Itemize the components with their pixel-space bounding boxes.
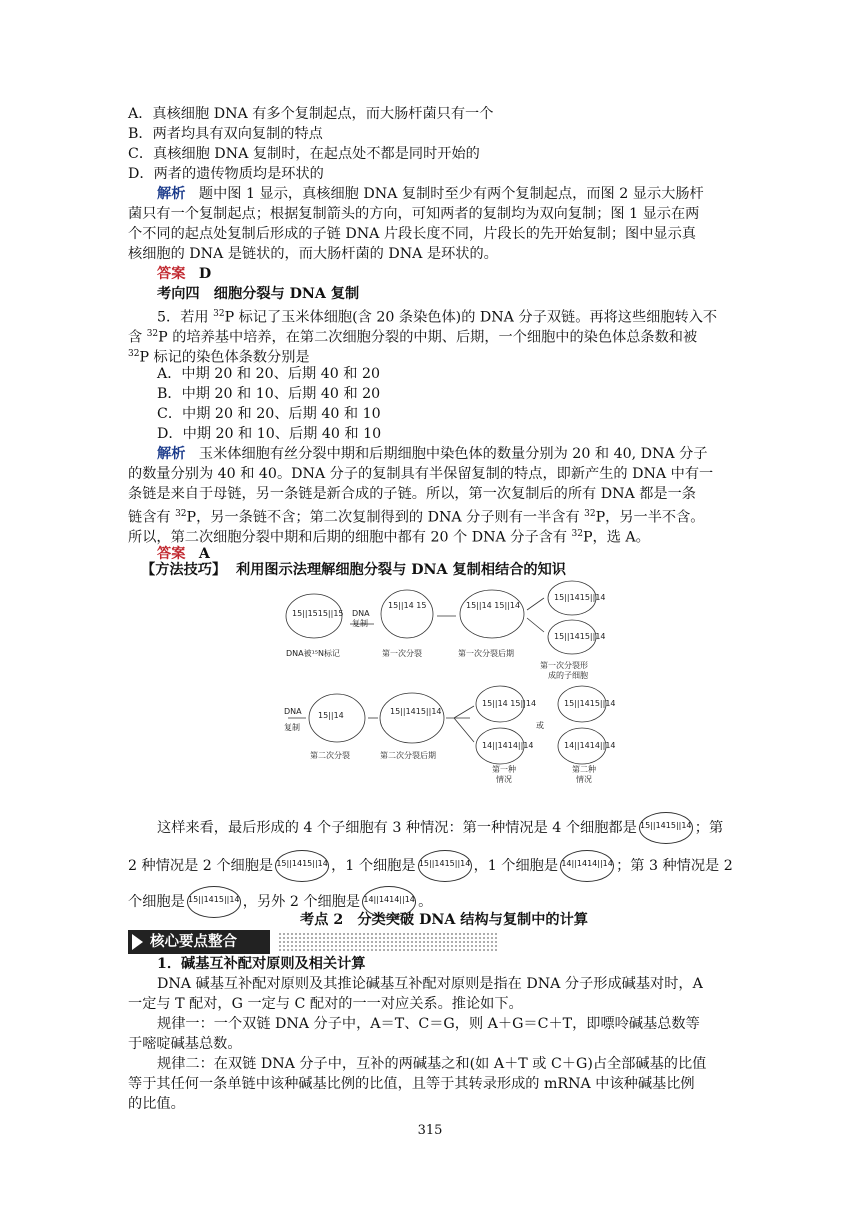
caption-case1: 第一种 <box>492 765 516 774</box>
method-tip-label: 【方法技巧】 <box>141 562 227 578</box>
answer-value: D <box>198 266 212 282</box>
caption-daughter: 第一次分裂形 <box>540 661 588 670</box>
option-a: A．真核细胞 DNA 有多个复制起点，而大肠杆菌只有一个 <box>128 106 494 122</box>
summary-text: ，另外 2 个细胞是 <box>242 894 361 910</box>
caption-case1b: 情况 <box>496 775 512 784</box>
s1-line3: 规律一：一个双链 DNA 分子中，A＝T、C＝G，则 A＋G＝C＋T，即嘌呤碱基总数等 <box>157 1016 700 1032</box>
cell-label-second-anaphase: 15||1415||14 <box>390 707 442 716</box>
q5-option-b: B．中期 20 和 10、后期 40 和 20 <box>157 386 381 402</box>
a2-text-a: 链含有 <box>128 509 176 526</box>
s1-line1: DNA 碱基互补配对原则及其推论碱基互补配对原则是指在 DNA 分子形成碱基对时，A <box>157 976 703 992</box>
analysis-text: 玉米体细胞有丝分裂中期和后期细胞中染色体的数量分别为 20 和 40, DNA 分子 <box>198 446 708 462</box>
s1-line5: 规律二：在双链 DNA 分子中，互补的两碱基之和(如 A＋T 或 C＋G)占全部碱基的比值 <box>157 1056 707 1072</box>
or-label: 或 <box>536 721 544 730</box>
q5-text-c: 含 <box>128 329 147 346</box>
summary-text: ，1 个细胞是 <box>473 858 559 874</box>
inline-cell <box>187 886 241 918</box>
analysis-text: 题中图 1 显示，真核细胞 DNA 复制时至少有两个复制起点，而图 2 显示大肠杆 <box>198 186 704 202</box>
cell-label-case1-1: 15||14 15||14 <box>482 699 537 708</box>
inline-cell <box>639 812 693 844</box>
section-dots <box>278 932 498 952</box>
inline-cell-label: 15||1415||14 <box>418 859 471 868</box>
inline-cell <box>418 850 472 882</box>
section-arrow-icon <box>132 934 143 950</box>
analysis-2-line2: 的数量分别为 40 和 40。DNA 分子的复制具有半保留复制的特点，即新产生的 DNA 中有一 <box>128 466 714 482</box>
inline-cell-label: 15||1415||14 <box>276 859 328 868</box>
q5-sup: 32 <box>146 329 159 339</box>
answer-value: A <box>198 546 210 562</box>
summary-text: 。 <box>418 894 433 910</box>
a2-text-c: P，另一半不含。 <box>595 509 705 526</box>
option-b: B．两者均具有双向复制的特点 <box>128 126 323 142</box>
section-box-label: 核心要点整合 <box>150 934 237 950</box>
q5-sup: 32 <box>213 309 225 319</box>
answer-label: 答案 <box>157 546 186 562</box>
q5-sup: 32 <box>571 529 583 539</box>
page-number: 315 <box>417 1123 443 1138</box>
q5-option-d: D．中期 20 和 10、后期 40 和 10 <box>157 426 382 442</box>
q5-text-e: P 标记的染色体条数分别是 <box>139 349 310 366</box>
q5-option-c: C．中期 20 和 20、后期 40 和 10 <box>157 406 381 422</box>
caption-case2b: 情况 <box>576 775 592 784</box>
method-tip <box>141 560 751 580</box>
arrow-label-2b: 复制 <box>284 723 300 732</box>
caption-first-division: 第一次分裂 <box>382 649 422 658</box>
option-c: C．真核细胞 DNA 复制时，在起点处不都是同时开始的 <box>128 146 480 162</box>
caption-second-division: 第二次分裂 <box>310 751 350 760</box>
s1-line2: 一定与 T 配对，G 一定与 C 配对的一一对应关系。推论如下。 <box>128 996 523 1012</box>
q5-sup: 32 <box>175 509 187 519</box>
cell-label-daughter-2: 15||1415||14 <box>554 632 606 641</box>
q5-option-a: A．中期 20 和 20、后期 40 和 20 <box>157 366 381 382</box>
summary-text: ，1 个细胞是 <box>331 858 416 874</box>
inline-cell-label: 15||1415||14 <box>188 895 240 904</box>
analysis-2-line3: 条链是来自于母链，另一条链是新合成的子链。所以，第一次复制后的所有 DNA 都是一条 <box>128 486 696 502</box>
caption-parent: DNA被¹⁵N标记 <box>286 649 341 658</box>
cell-label-case2-2: 14||1414||14 <box>564 741 616 750</box>
arrow-label-1: DNA <box>352 609 370 618</box>
arrow-label-2: DNA <box>284 707 302 716</box>
analysis-1-line3: 个不同的起点处复制后形成的子链 DNA 片段长度不同，片段长的先开始复制；图中显示真 <box>128 226 696 242</box>
q5-text-d: P 的培养基中培养，在第二次细胞分裂的中期、后期，一个细胞中的染色体总条数和被 <box>158 329 698 346</box>
inline-cell <box>560 850 614 882</box>
summary-line2 <box>128 850 738 882</box>
analysis-2-line1 <box>157 444 767 464</box>
cell-second-anaphase <box>380 693 444 743</box>
cell-label-parent: 15||1515||15 <box>292 609 344 618</box>
topic-heading: 考向四 细胞分裂与 DNA 复制 <box>157 286 360 302</box>
a2-text-b: P，另一条链不含；第二次复制得到的 DNA 分子则有一半含有 <box>186 509 585 526</box>
analysis-1-line4: 核细胞的 DNA 是链状的，而大肠杆菌的 DNA 是环状的。 <box>128 246 498 262</box>
analysis-1-line2: 菌只有一个复制起点；根据复制箭头的方向，可知两者的复制均为双向复制；图 1 显示在两 <box>128 206 700 222</box>
s1-line4: 于嘧啶碱基总数。 <box>128 1036 242 1052</box>
cell-label-daughter-1: 15||1415||14 <box>554 593 606 602</box>
cell-label-case1-2: 14||1414||14 <box>482 741 534 750</box>
summary-text: ；第 3 种情况是 2 <box>616 858 733 874</box>
s1-line7: 的比值。 <box>128 1096 185 1112</box>
cell-first-anaphase <box>460 590 524 638</box>
a2-text-d: 所以，第二次细胞分裂中期和后期的细胞中都有 20 个 DNA 分子含有 <box>128 529 572 546</box>
summary-line1 <box>157 812 767 844</box>
summary-text: 2 种情况是 2 个细胞是 <box>128 858 274 874</box>
caption-first-anaphase: 第一次分裂后期 <box>458 649 514 658</box>
caption-daughter-b: 成的子细胞 <box>548 671 588 680</box>
inline-cell-label: 15||1415||14 <box>640 821 692 830</box>
arrow-label-1b: 复制 <box>352 619 368 628</box>
q5-sup: 32 <box>584 509 596 519</box>
method-tip-title: 利用图示法理解细胞分裂与 DNA 复制相结合的知识 <box>236 562 566 578</box>
analysis-1-line1 <box>157 184 767 204</box>
inline-cell-label: 14||1414||14 <box>561 859 613 868</box>
analysis-label: 解析 <box>157 186 186 202</box>
inline-cell <box>275 850 329 882</box>
summary-text: 个细胞是 <box>128 894 185 910</box>
summary-text: 这样来看，最后形成的 4 个子细胞有 3 种情况：第一种情况是 4 个细胞都是 <box>157 820 637 836</box>
q5-text-b: P 标记了玉米体细胞(含 20 条染色体)的 DNA 分子双链。再将这些细胞转入不 <box>224 309 718 326</box>
cell-label-second: 15||14 <box>318 711 344 720</box>
answer-label: 答案 <box>157 266 186 282</box>
inline-cell-label: 14||1414||14 <box>363 895 415 904</box>
dna-replication-diagram <box>282 580 622 785</box>
q5-sup: 32 <box>128 349 140 359</box>
cell-first-division <box>381 590 433 638</box>
section-header <box>128 930 498 954</box>
summary-text: ；第 <box>694 820 724 836</box>
a2-text-e: P，选 A。 <box>582 529 650 546</box>
kaodian-heading: 考点 2 分类突破 DNA 结构与复制中的计算 <box>300 912 588 928</box>
cell-label-case2-1: 15||1415||14 <box>564 699 616 708</box>
cell-label-first-anaphase: 15||14 15||14 <box>466 601 521 610</box>
s1-title: 1．碱基互补配对原则及相关计算 <box>157 956 366 972</box>
caption-second-anaphase: 第二次分裂后期 <box>380 751 436 760</box>
s1-line6: 等于其任何一条单链中该种碱基比例的比值，且等于其转录形成的 mRNA 中该种碱基比例 <box>128 1076 695 1092</box>
q5-text-a: 5．若用 <box>157 309 214 326</box>
answer-1 <box>157 264 767 284</box>
cell-label-first: 15||14 15 <box>388 601 427 610</box>
analysis-label: 解析 <box>157 446 186 462</box>
caption-case2: 第二种 <box>572 765 596 774</box>
option-d: D．两者的遗传物质均是环状的 <box>128 166 324 182</box>
section-box <box>128 930 270 954</box>
